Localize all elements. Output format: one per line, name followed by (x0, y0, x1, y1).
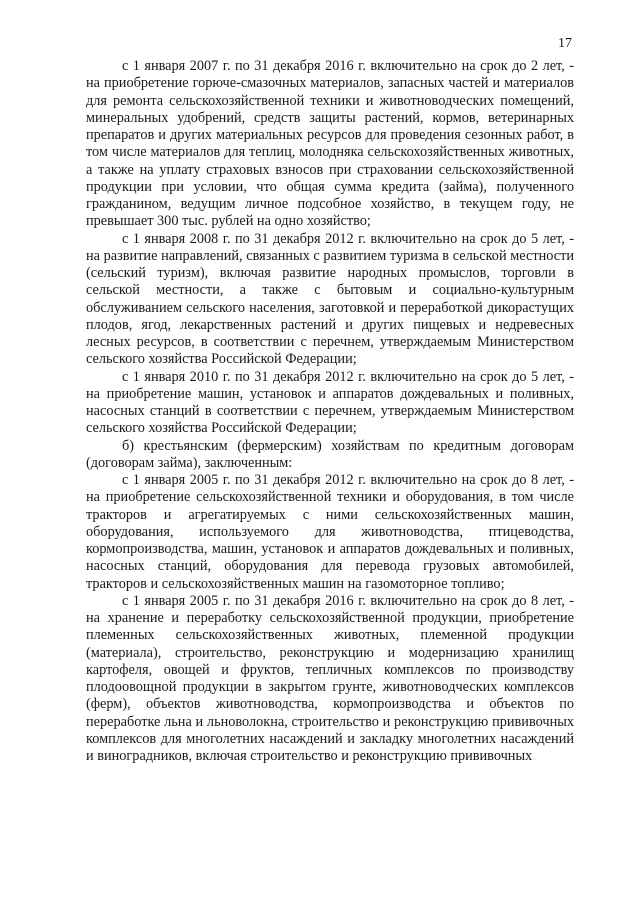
paragraph-machinery-2005-2012: с 1 января 2005 г. по 31 декабря 2012 г. включительно на срок до 8 лет, - на приобретение сельскохозяйственной техники и оборудования, в том числе тракторов и агрегатируемых с ними сельскохозяйственных машин, оборудования, используемого для животноводства, птицеводства, кормопроизводства, машин, установок и аппаратов дождевальных и поливных, насосных станций, оборудования для перевода грузовых автомобилей, тракторов и сельскохозяйственных машин на газомоторное топливо; (86, 472, 574, 592)
document-body (86, 58, 574, 765)
paragraph-farm-households-heading: б) крестьянским (фермерским) хозяйствам по кредитным договорам (договорам займа), заключенным: (86, 437, 574, 471)
paragraph-irrigation-2010-2012: с 1 января 2010 г. по 31 декабря 2012 г. включительно на срок до 5 лет, - на приобретение машин, установок и аппаратов дождевальных и поливных, насосных станций в соответствии с перечнем, утверждаемым Министерством сельского хозяйства Российской Федерации; (86, 368, 574, 437)
page-number: 17 (558, 36, 572, 51)
paragraph-household-2007-2016: с 1 января 2007 г. по 31 декабря 2016 г. включительно на срок до 2 лет, - на приобретение горюче-смазочных материалов, запасных частей и материалов для ремонта сельскохозяйственной техники и животноводческих помещений, минеральных удобрений, средств защиты растений, кормов, ветеринарных препаратов и других материальных ресурсов для проведения сезонных работ, в том числе материалов для теплиц, молодняка сельскохозяйственных животных, а также на уплату страховых взносов при страховании сельскохозяйственной продукции при условии, что общая сумма кредита (займа), полученного гражданином, ведущим личное подсобное хозяйство, в текущем году, не превышает 300 тыс. рублей на одно хозяйство; (86, 58, 574, 230)
paragraph-rural-tourism-2008-2012: с 1 января 2008 г. по 31 декабря 2012 г. включительно на срок до 5 лет, - на развитие направлений, связанных с развитием туризма в сельской местности (сельский туризм), включая развитие народных промыслов, торговли в сельской местности, а также с бытовым и социально-культурным обслуживанием сельского населения, заготовкой и переработкой дикорастущих плодов, ягод, лекарственных растений и других пищевых и недревесных лесных ресурсов, в соответствии с перечнем, утверждаемым Министерством сельского хозяйства Российской Федерации; (86, 230, 574, 368)
paragraph-storage-processing-2005-2016: с 1 января 2005 г. по 31 декабря 2016 г. включительно на срок до 8 лет, - на хранение и переработку сельскохозяйственной продукции, приобретение племенных сельскохозяйственных животных, племенной продукции (материала), строительство, реконструкцию и модернизацию хранилищ картофеля, овощей и фруктов, тепличных комплексов по производству плодоовощной продукции в закрытом грунте, животноводческих комплексов (ферм), объектов животноводства, кормопроизводства и объектов по переработке льна и льноволокна, строительство и реконструкцию прививочных комплексов для многолетних насаждений и закладку многолетних насаждений и виноградников, включая строительство и реконструкцию прививочных (86, 592, 574, 764)
